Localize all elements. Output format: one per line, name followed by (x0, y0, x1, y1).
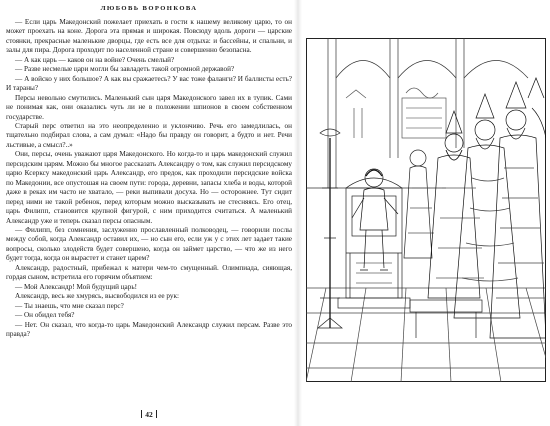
paragraph: Александр, весь же хмурясь, высвободился из ее рук: (15, 292, 179, 301)
paragraph: — Нет. Он сказал, что когда-то царь Македонский Александр служил персам. Разве это правда? (6, 320, 292, 338)
folio-bar-left (141, 410, 143, 418)
running-head: ЛЮБОВЬ ВОРОНКОВА (100, 5, 198, 12)
page-number (6, 410, 292, 419)
attendant-figure (404, 150, 434, 258)
boy-figure (352, 169, 398, 270)
page-number-text: 42 (145, 410, 153, 419)
book-gutter (294, 0, 302, 426)
throne (338, 178, 410, 308)
paragraph: — Разве несмелые цари могли бы завладеть такой огромной державой? (15, 65, 235, 74)
paragraph: — Если царь Македонский пожелает приехать в гости к нашему великому царю, то он может проехать на коне. Дорога эта прямая и широкая. Повсюду вдоль дороги — царские стоянки, прекрасные маленькие дворцы, где есть все для отдыха: и бассейны, и спальни, и залы для пира. Дорога проходит по населенной стране и совершенно безопасна. (6, 18, 292, 55)
left-page (6, 4, 292, 424)
paragraph: Персы невольно смутились. Маленький сын царя Македонского завел их в тупик. Сами не понимая как, они оказались чуть ли не в положении шпионов в своем собственном государстве. (6, 93, 292, 121)
paragraph: — Он обидел тебя? (15, 311, 75, 320)
paragraph: — Филипп, без сомнения, заслуженно прославленный полководец, — говорили послы между собой, когда Александр оставил их, — но сын его, если уж у с этих лет задает такие вопросы, сколько злодейств будет совершено, когда он займет царство, — что же из него будет тогда, когда он вырастет и станет царем? (6, 225, 292, 263)
body-text (6, 18, 292, 339)
paragraph: Старый перс ответил на это неопределенно и уклончиво. Речь его замедлилась, он тщательно подбирал слова, а сам думал: «Надо бы правду он говорит, а будто и нет. Речи льстивые, а смысл?..» (6, 121, 292, 149)
foreground-table (410, 300, 482, 338)
palace-architecture (306, 38, 528, 188)
paragraph: Они, персы, очень уважают царя Македонского. Но когда-то и царь македонский служил персидским царям. Можно бы многое рассказать Александру о том, как служил персидскому царю Ксерксу македонский царь Александр, его предок, как проходили персидские войска по Македонии, все опустошая на своем пути: города, деревни, запасы хлеба и воды, которой даже в реках им часто не хватало, — реки выпивали досуха. Но — осторожнее. Тут сидит перед ними не такой ребенок, перед которым можно высказывать не стесняясь. Его отец, царь Филипп, становится крупной фигурой, с ним приходится считаться. А маленький Александр уже и теперь сказал персы опасным. (6, 150, 292, 225)
tiled-floor (306, 288, 546, 382)
paragraph: — А войско у них большое? А как вы сражаетесь? У вас тоже фаланги? И баллисты есть? И тараны? (6, 74, 292, 93)
palace-audience-illustration (306, 38, 546, 382)
paragraph: — Мой Александр! Мой будущий царь! (15, 282, 138, 291)
paragraph: Александр, радостный, прибежал к матери чем-то смущенный. Олимпиада, сияющая, гордая сыном, встретила его горячим объятием: (6, 263, 292, 282)
paragraph: — А как царь — каков он на войне? Очень смелый? (15, 55, 175, 64)
paragraph: — Ты знаешь, что мне сказал перс? (15, 301, 124, 310)
right-page (306, 38, 546, 382)
folio-bar-right (156, 410, 158, 418)
